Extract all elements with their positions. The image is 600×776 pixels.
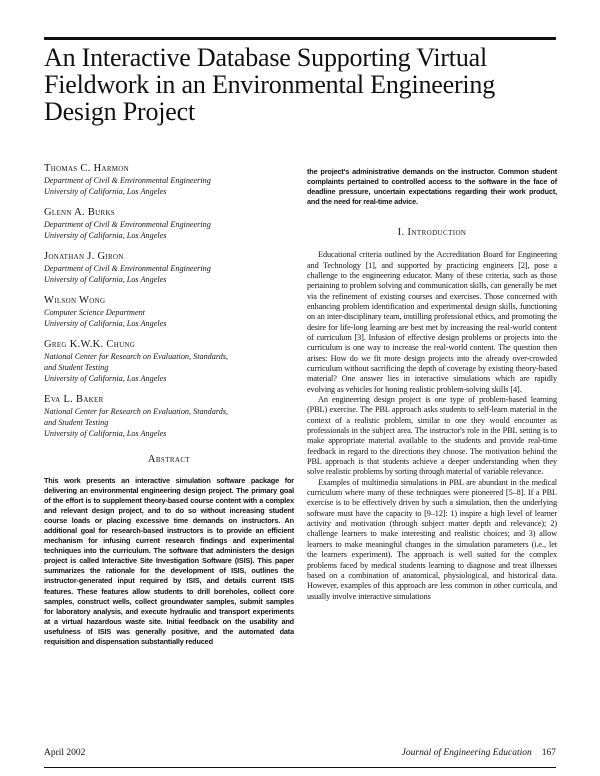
author-affiliation: Computer Science Department: [44, 308, 145, 317]
author-name: Wilson Wong: [44, 295, 106, 306]
author-affiliation: University of California, Los Angeles: [44, 429, 167, 438]
author: [44, 393, 294, 439]
author-name: Thomas C. Harmon: [44, 163, 130, 174]
page-number: 167: [541, 748, 556, 758]
author: [44, 250, 294, 285]
right-column: [307, 167, 557, 602]
author: [44, 338, 294, 384]
author-affiliation: National Center for Research on Evaluation, Standards,: [44, 407, 229, 416]
author-name: Greg K.W.K. Chung: [44, 339, 136, 350]
author: [44, 162, 294, 197]
author-affiliation: University of California, Los Angeles: [44, 231, 167, 240]
left-column: [44, 162, 294, 647]
body-paragraph: Examples of multimedia simulations in PBL are abundant in the medical curriculum where many of these techniques were pioneered [5–8]. If a PBL exercise is to be effectively driven by such a simulation, then the underlying software must have the capacity to [9–12]: 1) inspire a high level of learner activity and motivation (through subject matter depth and relevance); 2) challenge learners to make interesting and realistic choices; and 3) allow learners to make meaningful changes in the simulation parameters (i.e., let the learners experiment). The approach is well suited for the complex problems faced by medical students learning to diagnose and treat illnesses based on a combination of anatomical, physiological, and historical data. However, examples of this approach are less common in other curricula, and usually involve interactive simulations: [307, 477, 557, 601]
author-name: Jonathan J. Giron: [44, 251, 124, 262]
author-affiliation: University of California, Los Angeles: [44, 275, 167, 284]
author-affiliation: Department of Civil & Environmental Engineering: [44, 264, 211, 273]
body-paragraph: Educational criteria outlined by the Accreditation Board for Engineering and Technology [1], and supported by practicing engineers [2], pose a challenge to the engineering educator. Many of these criteria, such as those pertaining to problem solving and communication skills, can generally be met via the refinement of existing courses and exercises. Those concerned with enhancing problem identification and experimental design skills, functioning on an inter-disciplinary team, instilling professional ethics, and promoting the desire for life-long learning are best met by increasing the real-world content of curriculum [3]. Infusion of effective design problems or projects into the curriculum is one way to increase the real-world content. The question then arises: How do we fit more design projects into the already over-crowded curriculum without sacrificing the depth of coverage by existing theory-based material? One answer lies in interactive simulations which are rapidly evolving as vehicles for honing realistic problem-solving skills [4].: [307, 250, 557, 394]
author-affiliation: National Center for Research on Evaluation, Standards,: [44, 352, 229, 361]
author: [44, 294, 294, 329]
body-paragraph: An engineering design project is one type of problem-based learning (PBL) exercise. The PBL approach asks students to self-learn material in the context of a realistic problem, similar to one they would encounter as professionals in the subject area. The instructor's role in the PBL setting is to make appropriate material available to the students and provide real-time feedback in regard to the directions they choose. The motivation behind the PBL approach is that students achieve a deeper understanding when they solve realistic problems by sorting through material of variable relevance.: [307, 395, 557, 477]
footer-date: April 2002: [44, 748, 86, 758]
footer-journal: [402, 748, 556, 758]
author-affiliation: and Student Testing: [44, 418, 109, 427]
abstract-text: This work presents an interactive simulation software package for delivering an environmental engineering design project. The primary goal of the effort is to supplement theory-based course content with a complex and relevant design project, and to do so without increasing student course loads or placing excessive time demands on instructors. An additional goal for research-based instructors is to provide an efficient mechanism for infusing current research findings and experimental techniques into the curriculum. The software that administers the design project is called Interactive Site Investigation Software (ISIS). This paper summarizes the rationale for the development of ISIS, outlines the instructor-generated input required by ISIS, and details current ISIS features. These features allow students to drill boreholes, collect core samples, construct wells, collect groundwater samples, submit samples for laboratory analysis, and execute hydraulic and transport experiments at a virtual hazardous waste site. Initial feedback on the usability and usefulness of ISIS was generally positive, and the automated data requisition and dispensation substantially reduced: [44, 476, 294, 646]
author-name: Eva L. Baker: [44, 394, 104, 405]
abstract-continuation: the project's administrative demands on the instructor. Common student complaints pertained to controlled access to the software in the face of deadline pressure, uncertain expectations regarding their work product, and the need for real-time advice.: [307, 167, 557, 207]
footer-rule: [44, 767, 556, 768]
author-affiliation: and Student Testing: [44, 363, 109, 372]
introduction-heading: I. Introduction: [397, 227, 467, 239]
author-affiliation: University of California, Los Angeles: [44, 319, 167, 328]
author: [44, 206, 294, 241]
author-affiliation: University of California, Los Angeles: [44, 187, 167, 196]
abstract-heading: Abstract: [147, 454, 191, 465]
author-list: [44, 162, 294, 439]
author-affiliation: University of California, Los Angeles: [44, 374, 167, 383]
author-affiliation: Department of Civil & Environmental Engineering: [44, 176, 211, 185]
author-name: Glenn A. Burks: [44, 207, 115, 218]
author-affiliation: Department of Civil & Environmental Engineering: [44, 220, 211, 229]
paper-title: An Interactive Database Supporting Virtual Fieldwork in an Environmental Engineering Design Project: [44, 43, 496, 126]
journal-name: Journal of Engineering Education: [401, 748, 532, 758]
top-rule: [44, 37, 556, 40]
